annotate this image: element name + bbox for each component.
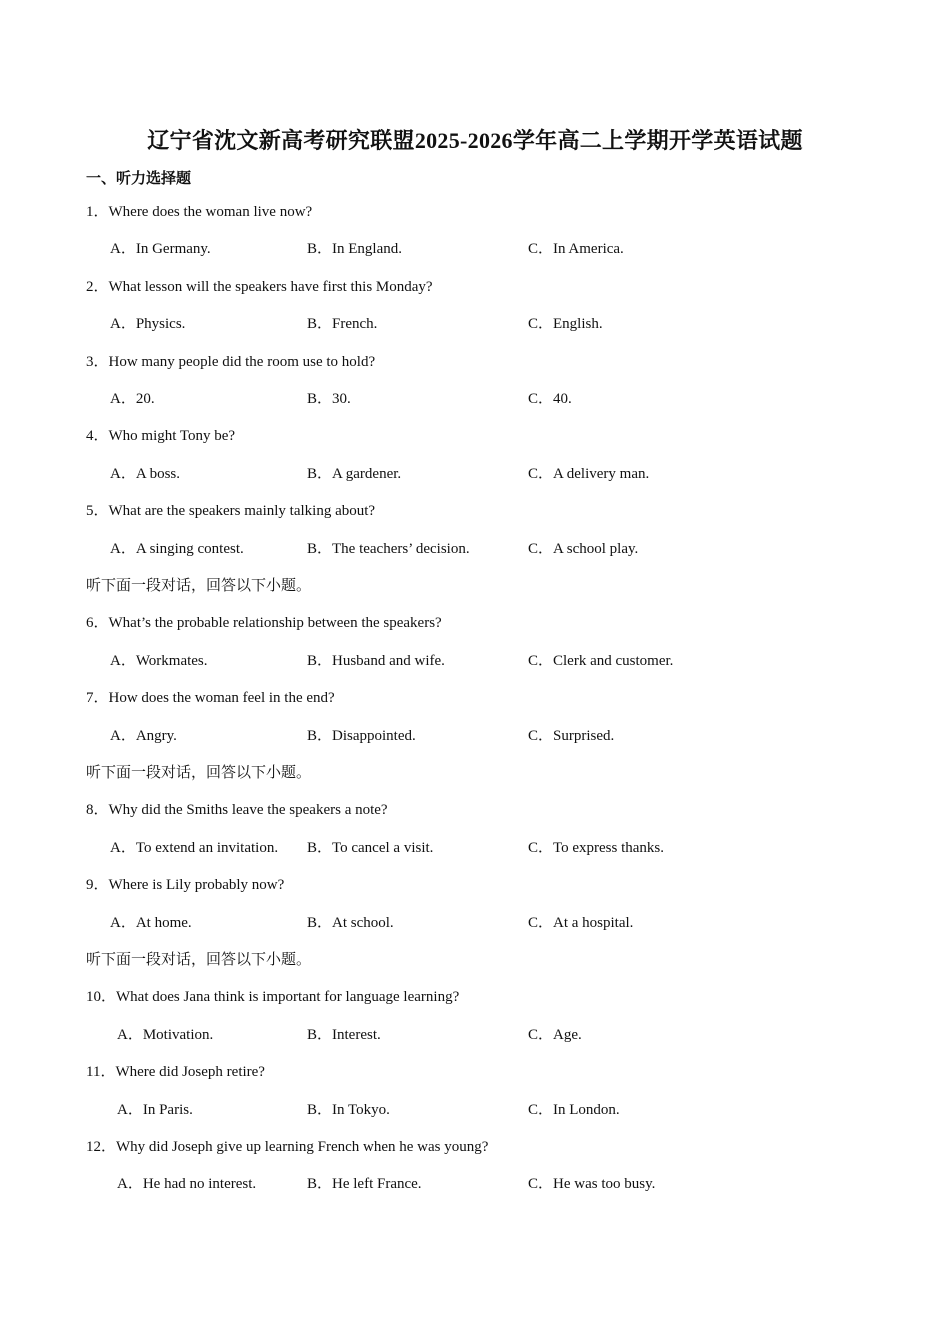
option-a: A．In Germany. [110,241,211,258]
option-b: B．To cancel a visit. [307,839,434,856]
option-b: B．Interest. [307,1026,381,1043]
option-a: A．A singing contest. [110,540,244,557]
question-text: 9．Where is Lily probably now? [86,877,285,894]
option-b: B．In Tokyo. [307,1101,390,1118]
option-b: B．In England. [307,241,402,258]
section-heading: 一、听力选择题 [86,171,192,187]
question-text: 7．How does the woman feel in the end? [86,690,335,707]
option-c: C．A delivery man. [528,465,650,482]
instruction-text: 听下面一段对话，回答以下小题。 [86,578,312,594]
question-text: 6．What’s the probable relationship between the speakers? [86,615,442,632]
question-text: 11．Where did Joseph retire? [86,1064,265,1081]
question-text: 5．What are the speakers mainly talking about? [86,503,376,520]
option-c: C．Age. [528,1026,582,1043]
option-b: B．Disappointed. [307,727,416,744]
option-b: B．The teachers’ decision. [307,540,470,557]
option-a: A．Angry. [110,727,177,744]
question-text: 1．Where does the woman live now? [86,204,313,220]
option-c: C．Surprised. [528,727,615,744]
option-c: C．In London. [528,1101,620,1118]
option-a: A．To extend an invitation. [110,839,279,856]
option-c: C．English. [528,316,603,333]
option-a: A．Workmates. [110,652,208,669]
question-text: 8．Why did the Smiths leave the speakers a note? [86,802,388,819]
option-b: B．French. [307,316,378,333]
option-a: A．At home. [110,914,192,931]
option-a: A．In Paris. [117,1101,193,1118]
option-c: C．At a hospital. [528,914,634,931]
option-a: A．He had no interest. [117,1176,257,1193]
option-a: A．Physics. [110,316,186,333]
option-c: C．To express thanks. [528,839,665,856]
instruction-text: 听下面一段对话，回答以下小题。 [86,952,312,968]
option-b: B．He left France. [307,1176,422,1193]
instruction-text: 听下面一段对话，回答以下小题。 [86,765,312,781]
option-b: B．Husband and wife. [307,652,445,669]
option-c: C．A school play. [528,540,639,557]
option-a: A．20. [110,391,155,407]
option-c: C．He was too busy. [528,1176,656,1193]
question-text: 3．How many people did the room use to hold? [86,353,376,370]
option-a: A．Motivation. [117,1026,214,1043]
option-a: A．A boss. [110,465,181,482]
option-c: C．40. [528,391,572,407]
option-b: B．A gardener. [307,465,402,482]
question-text: 10．What does Jana think is important for language learning? [86,989,460,1006]
option-b: B．At school. [307,914,394,931]
page-title: 辽宁省沈文新高考研究联盟2025-2026学年高二上学期开学英语试题 [147,128,803,153]
question-text: 4．Who might Tony be? [86,428,236,445]
option-c: C．In America. [528,241,624,258]
question-text: 2．What lesson will the speakers have first this Monday? [86,278,433,295]
question-text: 12．Why did Joseph give up learning French when he was young? [86,1139,489,1155]
option-c: C．Clerk and customer. [528,652,674,669]
option-b: B．30. [307,391,351,407]
